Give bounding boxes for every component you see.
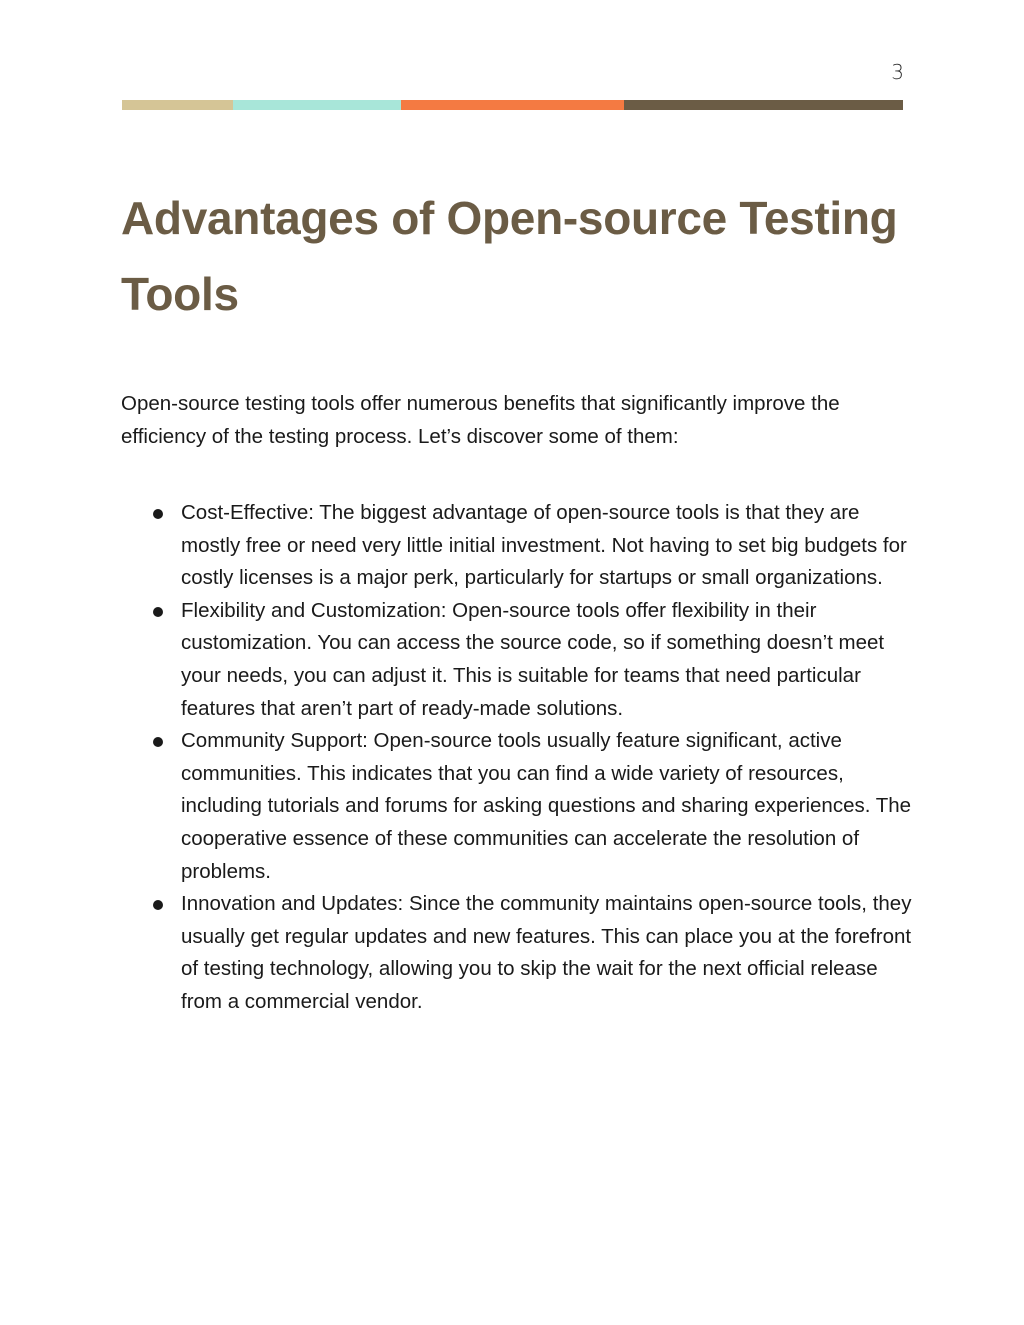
color-bar-segment-1 [122, 100, 233, 110]
intro-paragraph: Open-source testing tools offer numerous benefits that significantly improve the efficiency of the testing process. Let’s discover some of them: [121, 392, 840, 448]
list-item-text: Innovation and Updates: Since the community maintains open-source tools, they usually get regular updates and new features. This can place you at the forefront of testing technology, allowing you to skip the wait for the next official release from a commercial vendor. [181, 892, 912, 1013]
page-title: Advantages of Open-source Testing Tools [121, 192, 898, 320]
list-item-text: Cost-Effective: The biggest advantage of open-source tools is that they are mostly free or need very little initial investment. Not having to set big budgets for costly licenses is a major perk, particularly for startups or small organizations. [181, 501, 907, 590]
advantages-list [121, 497, 921, 1019]
list-item-text: Community Support: Open-source tools usually feature significant, active communities. This indicates that you can find a wide variety of resources, including tutorials and forums for asking questions and sharing experiences. The cooperative essence of these communities can accelerate the resolution of problems. [181, 729, 912, 883]
list-item [121, 595, 921, 725]
list-item [121, 888, 921, 1018]
bullet-icon [153, 737, 163, 747]
color-bar-segment-4 [624, 100, 903, 110]
bullet-icon [153, 509, 163, 519]
page-number: 3 [891, 60, 904, 84]
bullet-icon [153, 900, 163, 910]
color-bar-segment-2 [233, 100, 401, 110]
color-bar-segment-3 [401, 100, 624, 110]
header-color-bar [122, 100, 903, 110]
list-item-text: Flexibility and Customization: Open-source tools offer flexibility in their customization. You can access the source code, so if something doesn’t meet your needs, you can adjust it. This is suitable for teams that need particular features that aren’t part of ready-made solutions. [181, 598, 885, 720]
list-item [121, 497, 921, 595]
bullet-icon [153, 607, 163, 617]
list-item [121, 725, 921, 888]
